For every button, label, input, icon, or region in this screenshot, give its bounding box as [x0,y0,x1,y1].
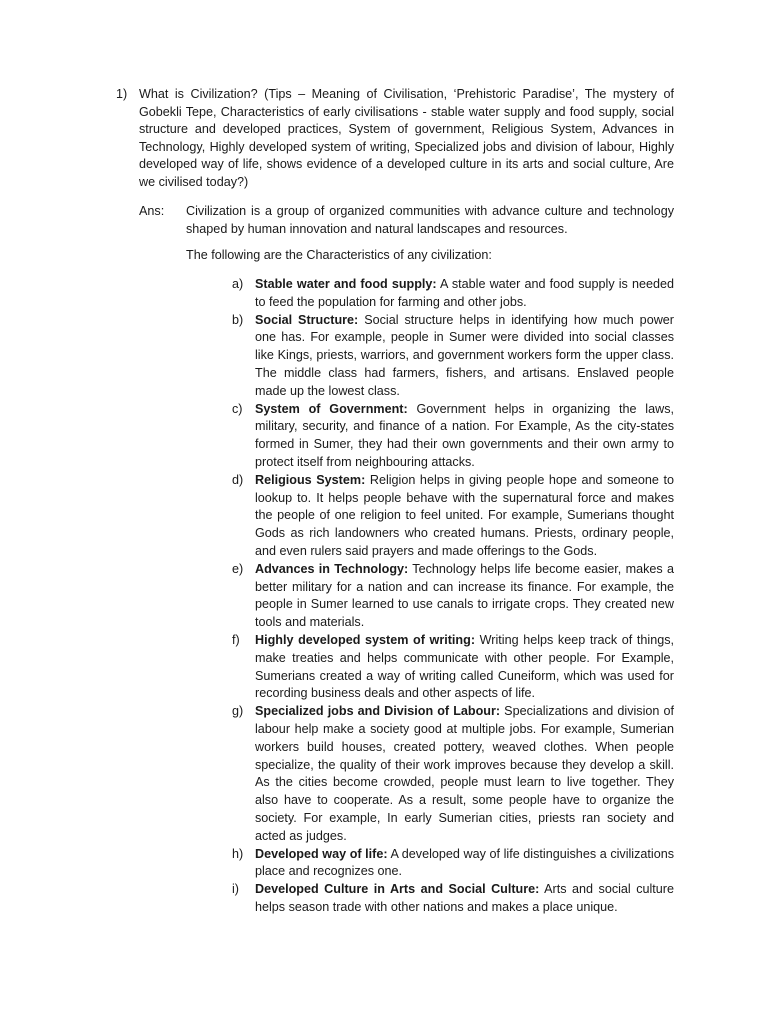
list-item [232,703,674,845]
list-marker: h) [232,846,244,861]
item-heading: Highly developed system of writing: [255,632,476,647]
item-text: Religion helps in giving people hope and someone to lookup to. It helps people behave with the supernatural force and makes the people of one religion to feel united. For example, Sumerians thought Gods as rich landowners who created humans. Priests, ordinary people, and even rulers said prayers and made offerings to the Gods. [255,472,674,558]
answer-block [139,203,674,265]
list-marker: f) [232,632,240,647]
list-marker: c) [232,401,243,416]
answer-definition: Civilization is a group of organized communities with advance culture and technology shaped by human innovation and natural landscapes and resources. [186,204,674,236]
question-block [116,86,674,192]
item-heading: Developed way of life: [255,846,388,861]
list-marker: g) [232,704,244,719]
item-text: Writing helps keep track of things, make treaties and helps communicate with other people. For Example, Sumerians created a way of writing called Cuneiform, which was used for recording business deals and other aspects of life. [255,632,675,701]
item-heading: Stable water and food supply: [255,277,437,291]
item-heading: System of Government: [255,401,408,416]
list-item [232,846,674,882]
list-item [232,632,674,703]
item-heading: Specialized jobs and Division of Labour: [255,704,501,719]
list-item [232,312,674,401]
list-item [232,401,674,472]
item-text: A developed way of life distinguishes a civilizations place and recognizes one. [255,846,675,879]
list-item [232,472,674,561]
answer-label: Ans: [139,204,165,218]
item-text: Social structure helps in identifying how much power one has. For example, people in Sumer were divided into social classes like Kings, priests, warriors, and government workers form the upper class. The middle class had farmers, fishers, and artisans. Enslaved people made up the lowest class. [255,312,674,398]
question-number: 1) [116,87,128,101]
item-text: Technology helps life become easier, makes a better military for a nation and can increase its finance. For example, the people in Sumer learned to use canals to irrigate crops. They created new tools and materials. [255,561,674,630]
item-heading: Developed Culture in Arts and Social Culture: [255,882,540,897]
characteristics-intro: The following are the Characteristics of any civilization: [186,248,492,263]
item-heading: Social Structure: [255,312,359,327]
list-marker: d) [232,472,244,487]
item-heading: Religious System: [255,472,366,487]
item-heading: Advances in Technology: [255,561,409,576]
item-text: Arts and social culture helps season trade with other nations and makes a place unique. [255,882,674,914]
question-text: What is Civilization? (Tips – Meaning of Civilisation, ‘Prehistoric Paradise’, The mystery of Gobekli Tepe, Characteristics of early civilisations - stable water supply and food supply, social structure and developed practices, System of government, Religious System, Advances in Technology, Highly developed system of writing, Specialized jobs and division of labour, Highly developed way of life, shows evidence of a developed culture in its arts and social culture, Are we civilised today?) [139,87,674,189]
list-marker: b) [232,312,244,327]
list-marker: a) [232,277,244,291]
characteristics-list [232,276,674,917]
item-text: Specializations and division of labour help make a society good at multiple jobs. For example, Sumerian workers build houses, created pottery, weaved clothes. When people specialize, the quality of their work improves because they develop a skill. As the cities become crowded, people must learn to live together. They also have to cooperate. As a result, some people have to organize the society. For example, In early Sumerian cities, priests ran society and acted as judges. [255,704,674,843]
list-marker: e) [232,561,244,576]
item-text: Government helps in organizing the laws, military, security, and finance of a nation. For Example, As the city-states formed in Sumer, they had their own governments and their own army to protect itself from neighbouring attacks. [255,401,674,469]
list-item [232,276,674,312]
item-text: A stable water and food supply is needed to feed the population for farming and other jobs. [255,277,674,309]
list-item [232,881,674,917]
list-item [232,561,674,632]
list-marker: i) [232,882,239,897]
